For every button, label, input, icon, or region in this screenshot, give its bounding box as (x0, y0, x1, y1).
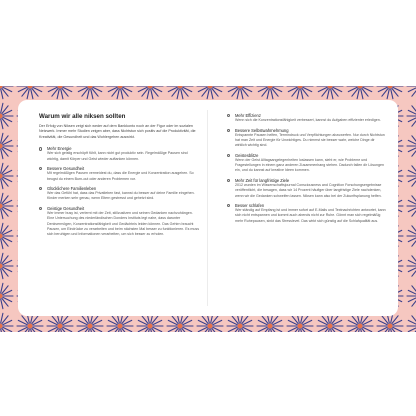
bullet-circle-icon (39, 147, 42, 150)
item-title: Glücklichere Familienleben (47, 186, 97, 192)
bullet-circle-icon (227, 204, 230, 207)
item-description: 2012 wurden im Wissenschaftsjournal Consciousness and Cognition Forschungsergebnisse veröffentlicht, die besagen, dass wir 14 Prozent häufiger über langfristige Ziele nachdenken, wenn wir die Gedanken schweifen lassen. Niksen kann also bei der Zukunftsplanung helfen. (235, 183, 382, 198)
item-title: Geistesblitze (235, 152, 259, 158)
list-item-geistige-gesundheit (39, 206, 199, 237)
bullet-circle-icon (227, 154, 230, 157)
item-description: Mit regelmäßigen Pausen vermeidest du, dass die Energie und Konzentration ausgehen. So beugst du einem Burn-out oder anderen Problemen vor. (47, 171, 194, 181)
item-title: Bessere Gesundheit (47, 166, 85, 172)
bullet-circle-icon (39, 187, 42, 190)
item-title: Bessere Selbstwahrnehmung (235, 127, 289, 133)
left-column (39, 113, 199, 241)
page-gutter-divider (207, 110, 208, 306)
bullet-circle-icon (227, 114, 230, 117)
list-item-geistesblitze (227, 153, 387, 174)
item-description: Wenn der Geist Alltagsangelegenheiten loslassen kann, sieht er, wie Probleme und Fragestellungen in einem ganz anderen Zusammenhang stehen. Dadurch fallen dir Lösungen ein, und du kannst auf kreative Ideen kommen. (235, 158, 385, 173)
item-title: Geistige Gesundheit (47, 205, 85, 211)
bullet-circle-icon (227, 129, 230, 132)
item-description: Wer immer busy ist, verlernt mit der Zeit, stillzusitzen und seinen Gedanken nachzuhängen. Eine Untersuchung des niederländischen Donders Instituts legt nahe, dass darunter Denkvermögen, Konzentrationsfähigkeit und Gedächtnis leiden können. Das Gehirn braucht Pausen, um Eindrücke zu verarbeiten und beim nächsten Mal besser zu funktionieren. Es muss sich beruhigen und Informationen verarbeiten, um sich besser zu erholen. (47, 211, 200, 236)
list-item-familienleben (39, 186, 199, 202)
bullet-circle-icon (39, 207, 42, 210)
list-item-selbstwahrnehmung (227, 128, 387, 149)
item-description: Wer sich geistig erschöpft fühlt, kann nicht gut produktiv sein. Regelmäßige Pausen sind wichtig, damit Körper und Geist wieder auftanken können. (47, 151, 188, 161)
list-item-mehr-effizienz (227, 113, 387, 123)
section-heading: Warum wir alle niksen sollten (39, 113, 126, 120)
list-item-bessere-gesundheit (39, 166, 199, 182)
bullet-circle-icon (227, 179, 230, 182)
item-description: Wer das Gefühl hat, dass das Privatleben fast, kannst du besser auf deine Familie eingehen. Kinder merken sehr genau, wenn Eltern gestresst und gehetzt sind. (47, 191, 195, 201)
bullet-circle-icon (39, 167, 42, 170)
item-title: Mehr Effizienz (235, 113, 261, 118)
list-item-langfristige-ziele (227, 178, 387, 199)
right-column (227, 113, 387, 228)
list-item-besser-schlafen (227, 203, 387, 224)
item-description: Wer ständig auf Empfang ist und immer sofort auf E-Mails und Textnachrichten antwortet, kann sich nicht entspannen und kommt auch abends nicht zur Ruhe. Gönnt man sich regelmäßig mehr Ruhepausen, sinkt das Stresslevel. Das wirkt sich günstig auf die Schlafqualität aus. (235, 208, 386, 223)
list-item-mehr-energie (39, 146, 199, 162)
item-description: Wenn sich die Konzentrationsfähigkeit verbessert, kannst du Aufgaben effizienter erledigen. (235, 118, 381, 123)
item-title: Mehr Zeit für langfristige Ziele (235, 177, 290, 183)
book-spread (0, 86, 416, 332)
item-title: Besser schlafen (235, 203, 265, 209)
item-description: Entspannte Pausen helfen, Termindruck und Verpflichtungen abzuwerfen. Nur durch Nichtstun hat man Zeit und Energie für Unwichtiges. Du nimmst sie besser wahr, welche Dinge dir wirklich wichtig sind. (235, 132, 385, 148)
item-title: Mehr Energie (47, 146, 72, 152)
text-page (18, 100, 398, 316)
intro-paragraph: Der Erfolg von Niksen zeigt sich weder auf dem Bankkonto noch an der Figur oder im sozialen Netzwerk. Immer mehr Studien zeigen aber, dass Nichtstun sich positiv auf die Produktivität, die Kreativität, die Gesundheit und das Wohlergehen auswirkt. (39, 124, 196, 139)
